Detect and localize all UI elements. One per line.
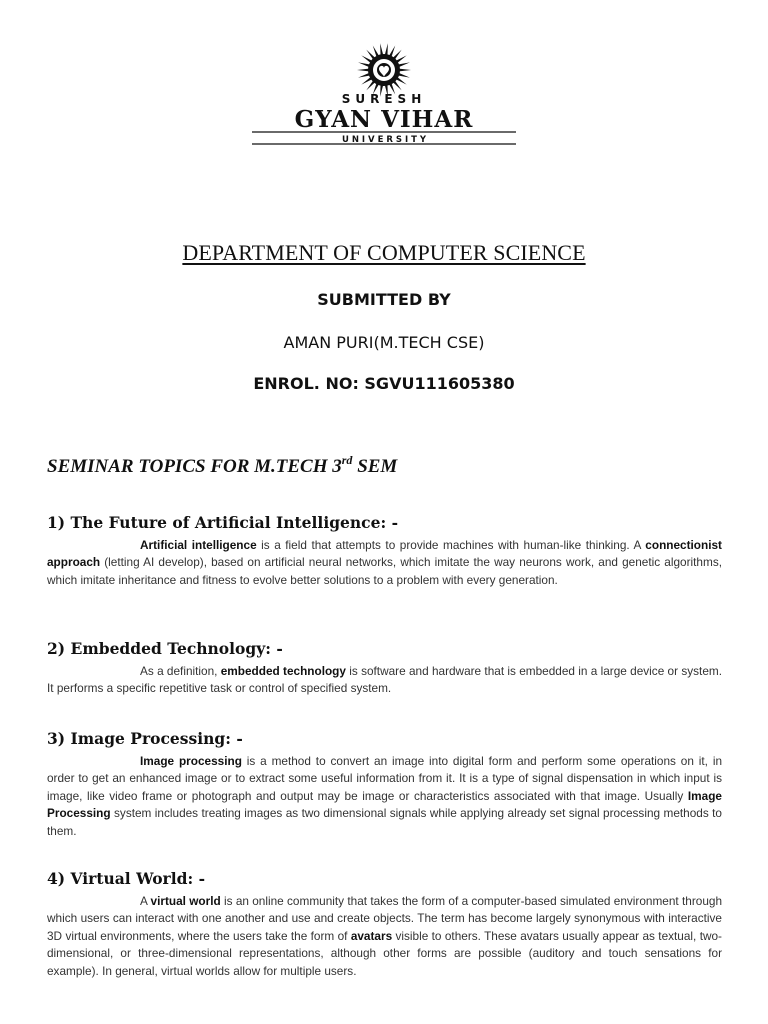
- bold-term: embedded technology: [220, 664, 346, 678]
- seminar-title-suffix: SEM: [352, 456, 398, 477]
- section-heading: 4) Virtual World: -: [47, 869, 206, 888]
- section-heading: 2) Embedded Technology: -: [47, 639, 283, 658]
- text-run: visible to others. These avatars usually appear as textual, two-dimensional, or three-dimensional representations, although other forms are possible (auditory and touch sensations for example). In general, virtual worlds allow for multiple users.: [47, 928, 722, 978]
- text-run: is a method to convert an image into digital form and perform some operations on it, in order to get an enhanced image or to extract some useful information from it. It is a type of signal dispensation in which input is image, like video frame or photograph and output may be image or characteristics associated with that image. Usually: [47, 754, 722, 803]
- submitted-by-label: SUBMITTED BY: [317, 290, 451, 309]
- text-run: (letting AI develop), based on artificial neural networks, which imitate the way neurons work, and genetic algorithms, which imitate inheritance and fitness to evolve better solutions to a problem with every generation.: [47, 555, 722, 587]
- section-virtual-world: [47, 869, 722, 980]
- text-run: As a definition,: [140, 664, 221, 678]
- logo-line2: GYAN VIHAR: [294, 106, 474, 133]
- bold-term: virtual world: [150, 894, 221, 908]
- section-heading: 1) The Future of Artificial Intelligence: -: [47, 513, 399, 532]
- bold-term: connectionist approach: [47, 538, 722, 570]
- university-logo: [250, 40, 518, 148]
- department-title: DEPARTMENT OF COMPUTER SCIENCE: [182, 240, 586, 265]
- section-heading: 3) Image Processing: -: [47, 729, 243, 748]
- university-emblem-icon: [250, 40, 518, 148]
- bold-term: Image Processing: [47, 788, 722, 821]
- section-paragraph: [47, 893, 722, 980]
- text-run: is software and hardware that is embedded in a large device or system. It performs a specific repetitive task or control of specified system.: [47, 664, 722, 696]
- logo-line3: U N I V E R S I T Y: [342, 135, 426, 145]
- bold-term: Image processing: [140, 754, 242, 768]
- section-embedded: [47, 639, 722, 698]
- text-run: is an online community that takes the form of a computer-based simulated environment through which users can interact with one another and use and create objects. The term has become largely synonymous with interactive 3D virtual environments, where the users take the form of: [47, 894, 723, 943]
- seminar-title-prefix: SEMINAR TOPICS FOR M.TECH 3: [47, 456, 342, 477]
- text-run: is a field that attempts to provide machines with human-like thinking. A: [256, 538, 646, 552]
- bold-term: avatars: [350, 928, 393, 943]
- student-name: AMAN PURI(M.TECH CSE): [283, 333, 485, 352]
- section-ai: [47, 513, 722, 589]
- section-image-processing: [47, 729, 722, 840]
- enrolment-number: ENROL. NO: SGVU111605380: [253, 374, 515, 393]
- section-paragraph: [47, 753, 722, 840]
- section-paragraph: [47, 663, 722, 698]
- seminar-title-sup: rd: [341, 453, 353, 467]
- bold-term: Artificial intelligence: [140, 538, 257, 552]
- section-paragraph: [47, 537, 722, 589]
- logo-line1: SURESH: [341, 92, 427, 106]
- text-run: system includes treating images as two dimensional signals while applying already set signal processing methods to them.: [47, 806, 722, 838]
- text-run: A: [140, 894, 151, 908]
- seminar-title: [47, 453, 397, 478]
